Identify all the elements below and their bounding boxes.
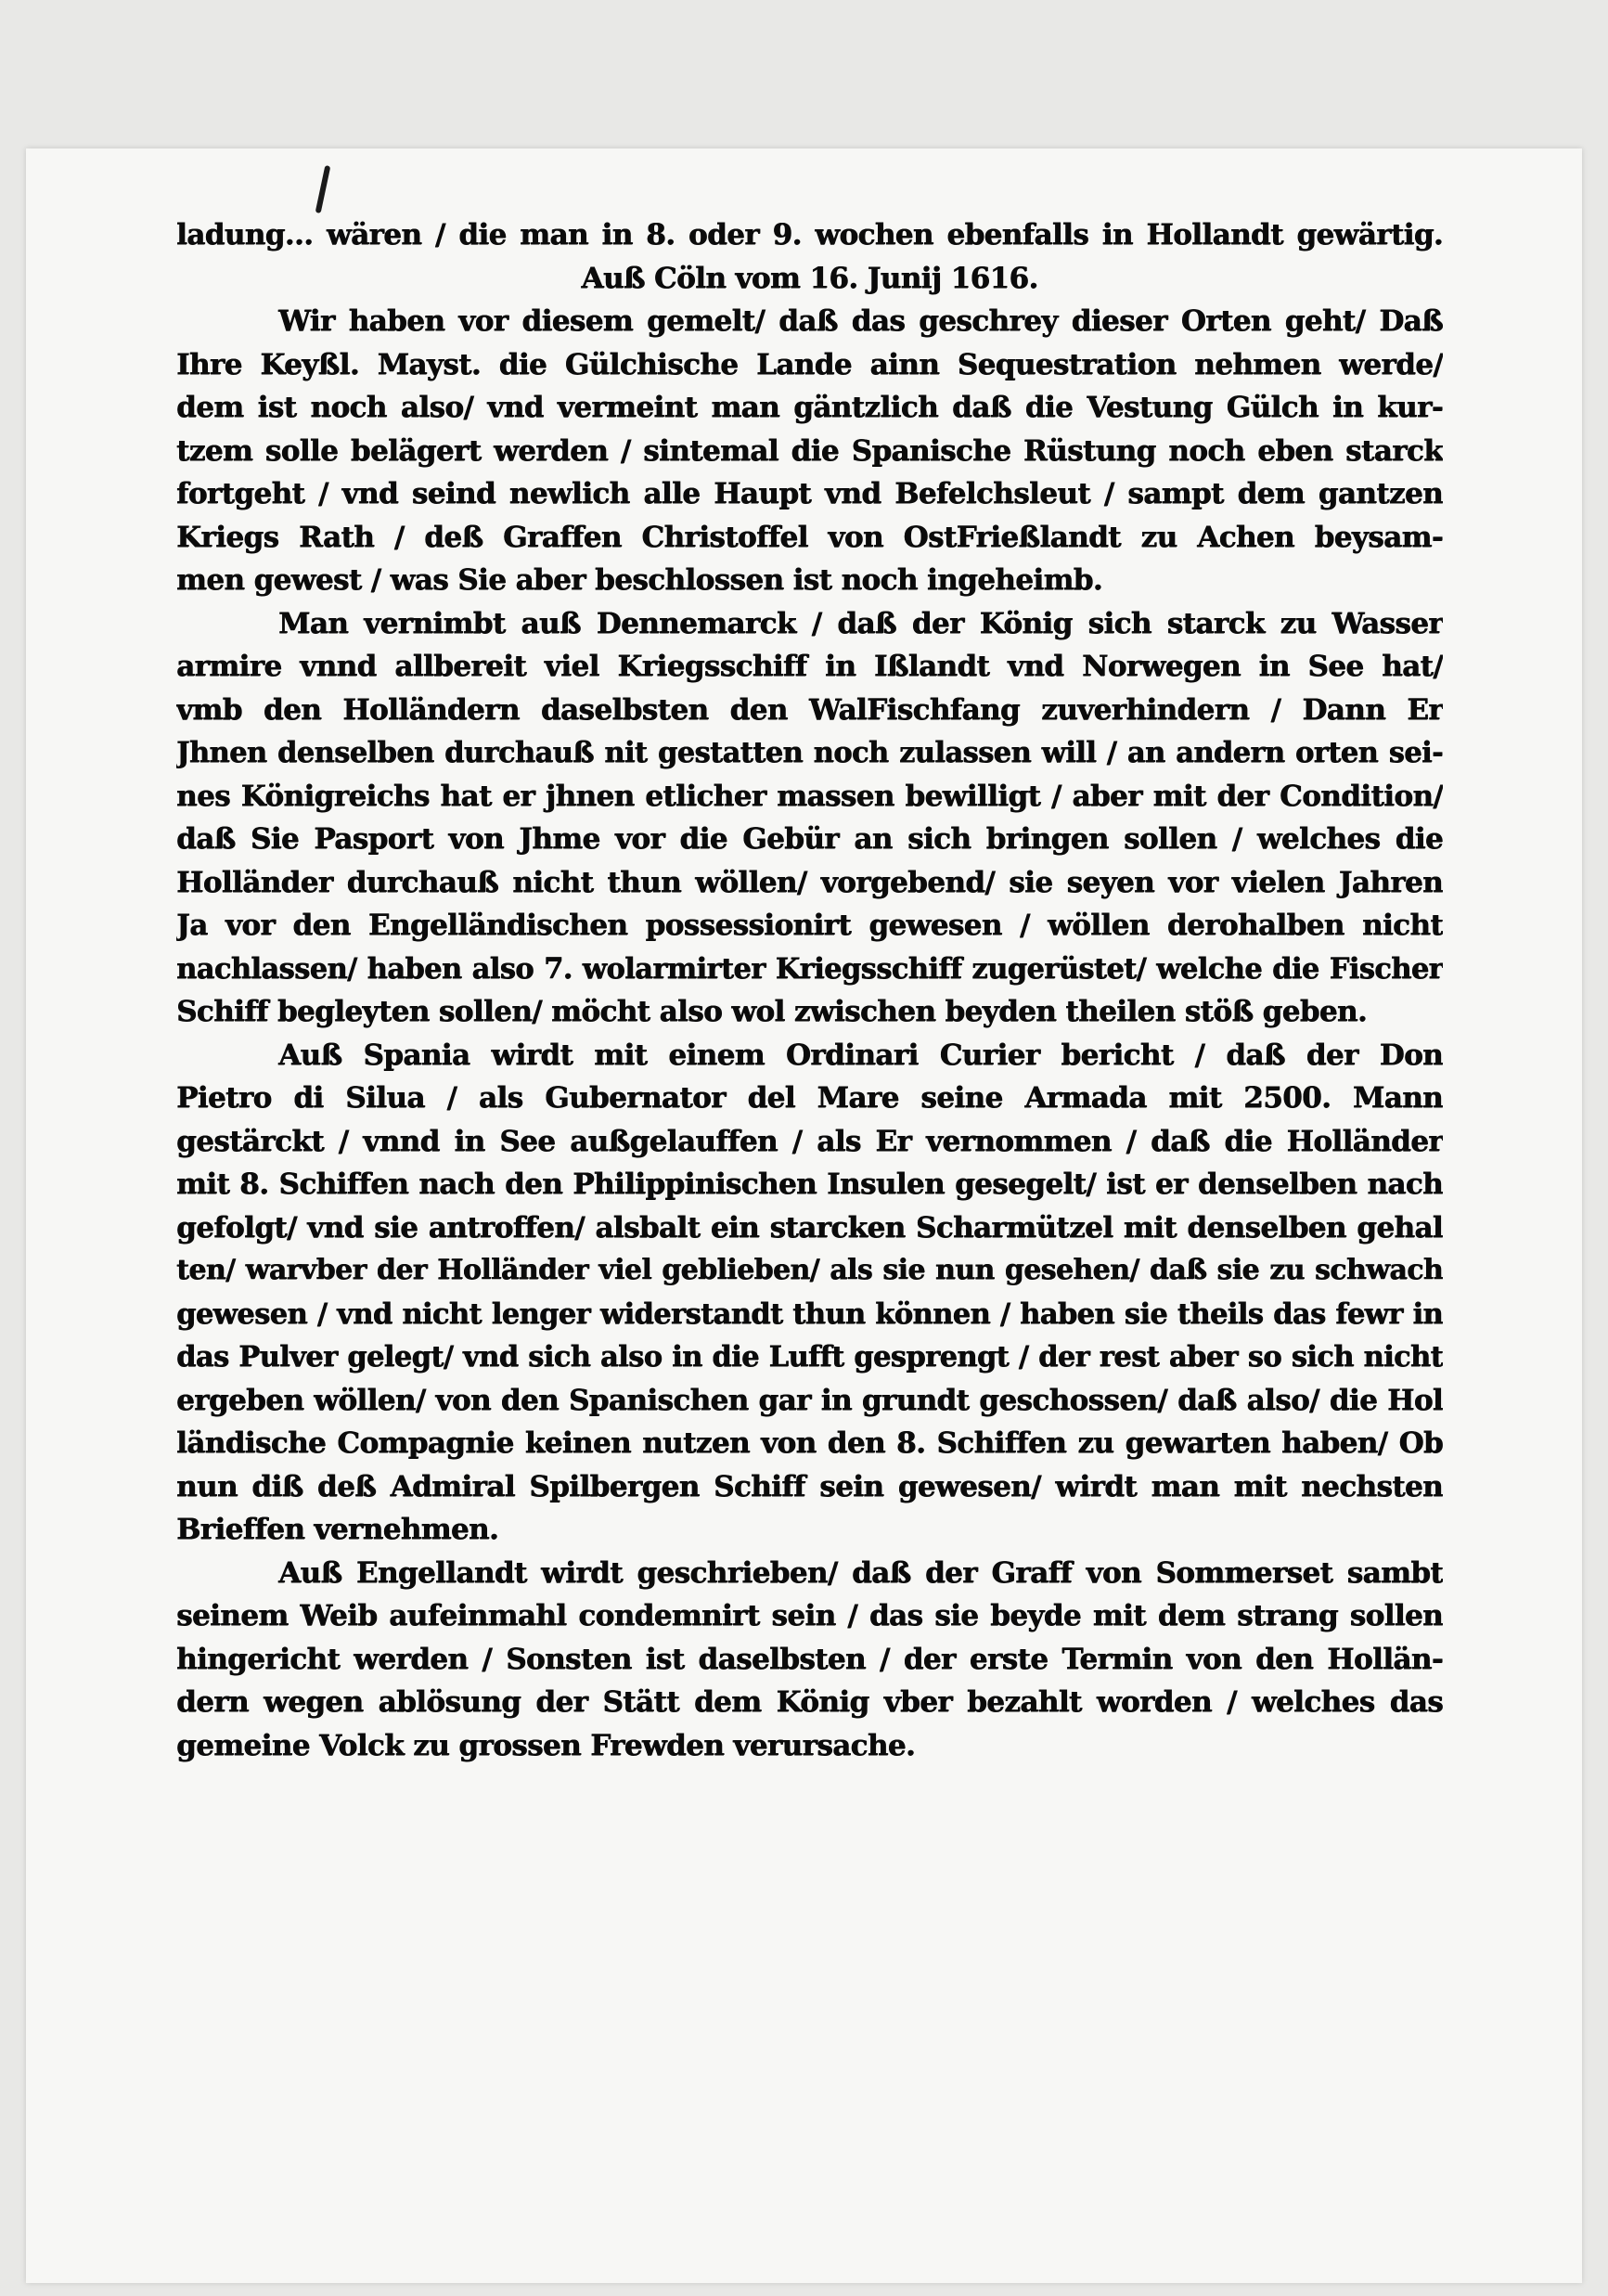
text-line: hingericht werden / Sonsten ist daselbsten / der erste Termin von den Hollän- [176,1642,1443,1676]
text-line: gestärckt / vnnd in See außgelauffen / als Er vernommen / daß die Holländer [176,1124,1443,1158]
text-line: ten/ warvber der Holländer viel geblieben/ als sie nun gesehen/ daß sie zu schwach [176,1254,1443,1286]
text-line: Kriegs Rath / deß Graffen Christoffel von OstFrießlandt zu Achen beysam- [176,520,1443,554]
text-line: mit 8. Schiffen nach den Philippinischen Insulen gesegelt/ ist er denselben nach [176,1167,1443,1201]
text-line: ländische Compagnie keinen nutzen von den 8. Schiffen zu gewarten haben/ Ob [176,1426,1443,1460]
text-line: Holländer durchauß nicht thun wöllen/ vorgebend/ sie seyen vor vielen Jahren [176,865,1443,899]
text-line: Ja vor den Engelländischen possessionirt gewesen / wöllen derohalben nicht [176,909,1443,942]
text-line: daß Sie Pasport von Jhme vor die Gebür an sich bringen sollen / welches die [176,822,1443,856]
text-line: dern wegen ablösung der Stätt dem König vber bezahlt worden / welches das [176,1685,1443,1719]
text-line: Pietro di Silua / als Gubernator del Mare seine Armada mit 2500. Mann [176,1081,1443,1115]
paragraph-end: Schiff begleyten sollen/ möcht also wol zwischen beyden theilen stöß geben. [176,995,1368,1028]
text-line: tzem solle belägert werden / sintemal die Spanische Rüstung noch eben starck [176,433,1443,468]
paragraph-start: Auß Engellandt wirdt geschrieben/ daß der Graff von Sommerset sambt [278,1555,1443,1590]
text-line: ladung... wären / die man in 8. oder 9. wochen ebenfalls in Hollandt gewärtig. [176,218,1443,252]
paragraph-end: Brieffen vernehmen. [176,1513,499,1546]
document-body [176,213,1443,1767]
text-line: ergeben wöllen/ von den Spanischen gar in grundt geschossen/ daß also/ die Hol [176,1383,1443,1417]
text-line: vmb den Holländern daselbsten den WalFischfang zuverhindern / Dann Er [176,692,1443,727]
dateline: Auß Cöln vom 16. Junij 1616. [581,261,1038,295]
text-line: fortgeht / vnd seind newlich alle Haupt vnd Befelchsleut / sampt dem gantzen [176,477,1443,510]
text-line: das Pulver gelegt/ vnd sich also in die Lufft gesprengt / der rest aber so sich nicht [176,1340,1443,1374]
text-line: gewesen / vnd nicht lenger widerstandt thun können / haben sie theils das fewr in [176,1296,1443,1331]
paragraph-start: Man vernimbt auß Dennemarck / daß der König sich starck zu Wasser [278,606,1443,640]
text-line: Ihre Keyßl. Mayst. die Gülchische Lande ainn Sequestration nehmen werde/ [176,347,1443,381]
text-line: dem ist noch also/ vnd vermeint man gäntzlich daß die Vestung Gülch in kur- [176,391,1443,424]
text-line: gefolgt/ vnd sie antroffen/ alsbalt ein starcken Scharmützel mit denselben gehal [176,1210,1443,1245]
paragraph-start: Wir haben vor diesem gemelt/ daß das geschrey dieser Orten geht/ Daß [278,304,1443,338]
text-line: nachlassen/ haben also 7. wolarmirter Kriegsschiff zugerüstet/ welche die Fischer [176,951,1443,986]
text-line: nun diß deß Admiral Spilbergen Schiff sein gewesen/ wirdt man mit nechsten [176,1469,1443,1503]
text-line: Jhnen denselben durchauß nit gestatten noch zulassen will / an andern orten sei- [176,736,1443,769]
text-line: seinem Weib aufeinmahl condemnirt sein / das sie beyde mit dem strang sollen [176,1599,1443,1632]
paragraph-start: Auß Spania wirdt mit einem Ordinari Curier bericht / daß der Don [278,1038,1443,1072]
paragraph-end: gemeine Volck zu grossen Frewden verursache. [176,1728,916,1762]
paragraph-end: men gewest / was Sie aber beschlossen ist noch ingeheimb. [176,563,1102,597]
text-line: nes Königreichs hat er jhnen etlicher massen bewilligt / aber mit der Condition/ [176,779,1443,813]
text-line: armire vnnd allbereit viel Kriegsschiff in Ißlandt vnd Norwegen in See hat/ [176,650,1443,683]
